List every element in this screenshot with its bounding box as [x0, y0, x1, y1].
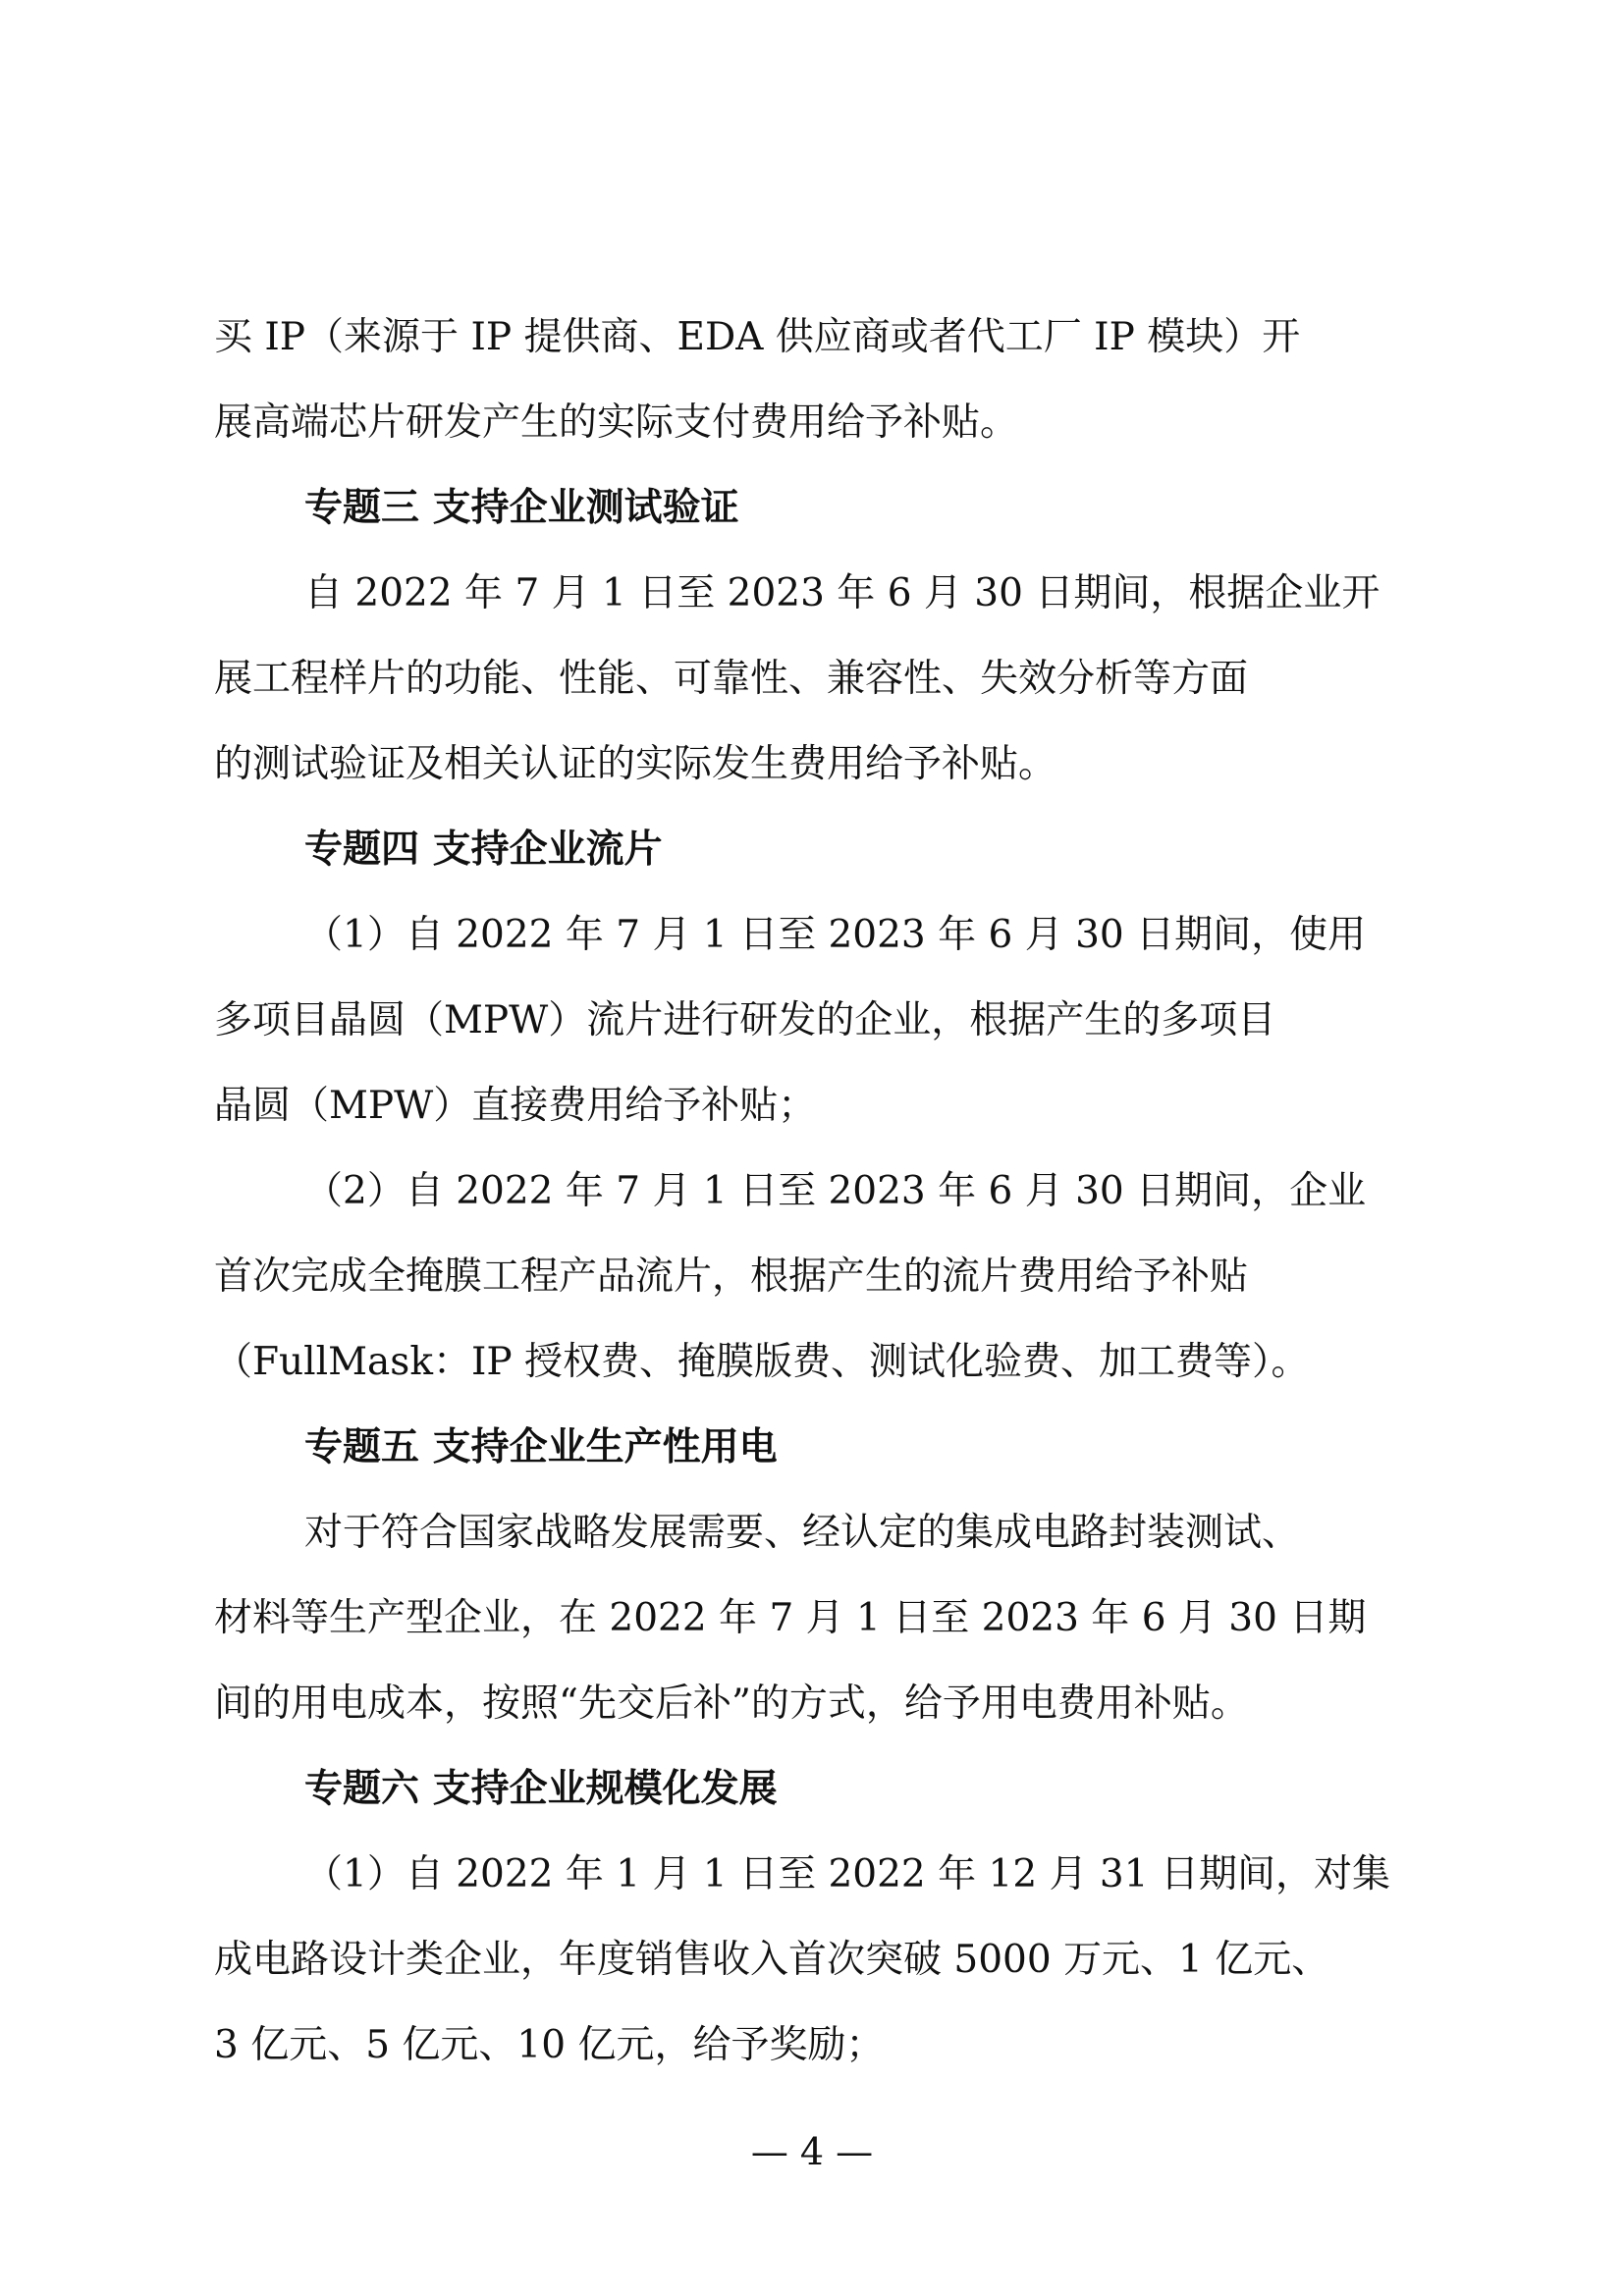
paragraph-line: （1）自 2022 年 1 月 1 日至 2022 年 12 月 31 日期间，对集: [304, 1852, 1390, 1896]
document-body: [214, 294, 1410, 2088]
paragraph-line: 晶圆（MPW）直接费用给予补贴；: [214, 1084, 817, 1128]
paragraph-line: 多项目晶圆（MPW）流片进行研发的企业，根据产生的多项目: [214, 998, 1276, 1042]
paragraph-line: 展工程样片的功能、性能、可靠性、兼容性、失效分析等方面: [214, 657, 1249, 701]
paragraph-line: （2）自 2022 年 7 月 1 日至 2023 年 6 月 30 日期间，企业: [304, 1169, 1367, 1213]
paragraph-line: 自 2022 年 7 月 1 日至 2023 年 6 月 30 日期间，根据企业开: [304, 571, 1380, 615]
paragraph-line: （1）自 2022 年 7 月 1 日至 2023 年 6 月 30 日期间，使用: [304, 913, 1367, 957]
section-heading-topic-3: 专题三 支持企业测试验证: [304, 486, 739, 530]
paragraph-line: 对于符合国家战略发展需要、经认定的集成电路封装测试、: [304, 1511, 1301, 1555]
section-heading-topic-6: 专题六 支持企业规模化发展: [304, 1767, 778, 1811]
paragraph-line: 首次完成全掩膜工程产品流片，根据产生的流片费用给予补贴: [214, 1255, 1249, 1299]
paragraph-line: 材料等生产型企业，在 2022 年 7 月 1 日至 2023 年 6 月 30 日期: [214, 1596, 1367, 1640]
section-heading-topic-5: 专题五 支持企业生产性用电: [304, 1425, 778, 1469]
page-number: — 4 —: [750, 2130, 874, 2173]
section-heading-topic-4: 专题四 支持企业流片: [304, 828, 663, 872]
paragraph-line: 成电路设计类企业，年度销售收入首次突破 5000 万元、1 亿元、: [214, 1938, 1330, 1982]
paragraph-line: 间的用电成本，按照“先交后补”的方式，给予用电费用补贴。: [214, 1682, 1249, 1726]
paragraph-line: 的测试验证及相关认证的实际发生费用给予补贴。: [214, 742, 1057, 786]
paragraph-line: 买 IP（来源于 IP 提供商、EDA 供应商或者代工厂 IP 模块）开: [214, 315, 1301, 359]
paragraph-line: （FullMask：IP 授权费、掩膜版费、测试化验费、加工费等）。: [214, 1340, 1310, 1384]
paragraph-line: 3 亿元、5 亿元、10 亿元，给予奖励；: [214, 2023, 885, 2067]
paragraph-line: 展高端芯片研发产生的实际支付费用给予补贴。: [214, 400, 1019, 445]
